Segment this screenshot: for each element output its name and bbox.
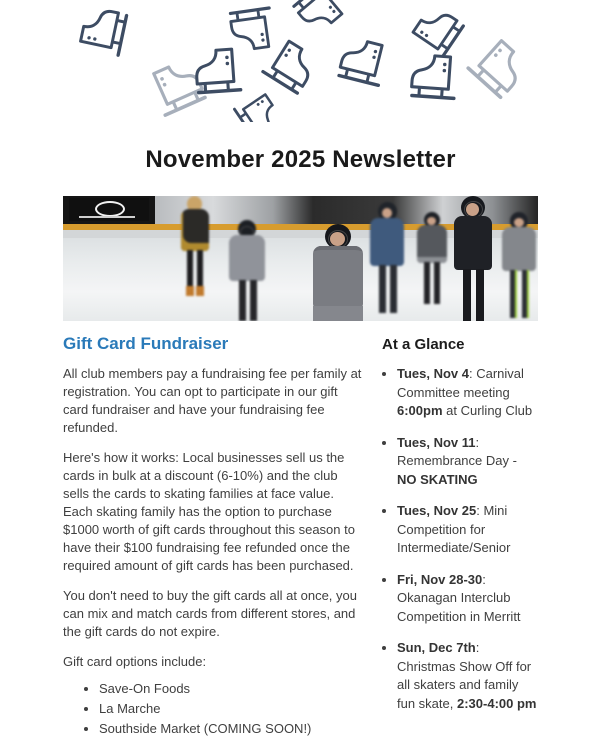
article-column xyxy=(63,334,365,740)
article-paragraph: Here's how it works: Local businesses sell us the cards in bulk at a discount (6-10%) and the club sells the cards to skating families at face value. Each skating family has the option to purchase $1000 worth of gift cards throughout this season to have their $100 fundraising fee refunded once the required amount of gift cards has been purchased. xyxy=(63,450,355,573)
skater-figure xyxy=(499,212,538,321)
ice-skate-icon xyxy=(333,32,397,92)
ice-skate-icon xyxy=(458,27,536,104)
skater-figure xyxy=(451,196,495,321)
skater-figure xyxy=(175,196,215,298)
event-item: • Tues, Nov 11: Remembrance Day - NO SKATING xyxy=(397,434,538,490)
event-item: • Tues, Nov 4: Carnival Committee meeting 6:00pm at Curling Club xyxy=(397,365,538,421)
rink-logo xyxy=(95,201,125,217)
skater-figure xyxy=(311,224,365,321)
skates-banner xyxy=(0,0,601,122)
event-item: • Fri, Nov 28-30: Okanagan Interclub Competition in Merritt xyxy=(397,571,538,627)
gift-card-option: • Southside Market (COMING SOON!) xyxy=(99,720,365,738)
events-list xyxy=(382,365,538,713)
skater-figure xyxy=(225,220,269,321)
gift-card-options-list xyxy=(63,680,365,738)
skating-photo xyxy=(63,196,538,321)
skater-figure xyxy=(367,202,407,321)
skater-figure xyxy=(415,212,449,312)
content-columns xyxy=(63,334,538,740)
newsletter-title: November 2025 Newsletter xyxy=(145,146,456,173)
article-paragraph: All club members pay a fundraising fee per family at registration. You can opt to participate in our gift card fundraiser and have your fundraising fee refunded. xyxy=(63,366,362,435)
rink-sign xyxy=(69,198,149,221)
sign-text-line xyxy=(79,216,135,218)
at-a-glance-heading: At a Glance xyxy=(382,336,465,353)
gift-card-option: • La Marche xyxy=(99,700,365,718)
gift-card-option: • Save-On Foods xyxy=(99,680,365,698)
article-paragraph: You don't need to buy the gift cards all at once, you can mix and match cards from different stores, and the gift cards do not expire. xyxy=(63,588,357,639)
event-item: • Tues, Nov 25: Mini Competition for Intermediate/Senior xyxy=(397,502,538,558)
ice-skate-icon xyxy=(73,1,133,64)
at-a-glance-column xyxy=(382,334,538,740)
options-list-intro: Gift card options include: xyxy=(63,654,207,669)
event-item: • Sun, Dec 7th: Christmas Show Off for all skaters and family fun skate, 2:30-4:00 pm xyxy=(397,639,538,713)
article-heading: Gift Card Fundraiser xyxy=(63,334,229,353)
ice-skate-icon xyxy=(406,50,465,104)
